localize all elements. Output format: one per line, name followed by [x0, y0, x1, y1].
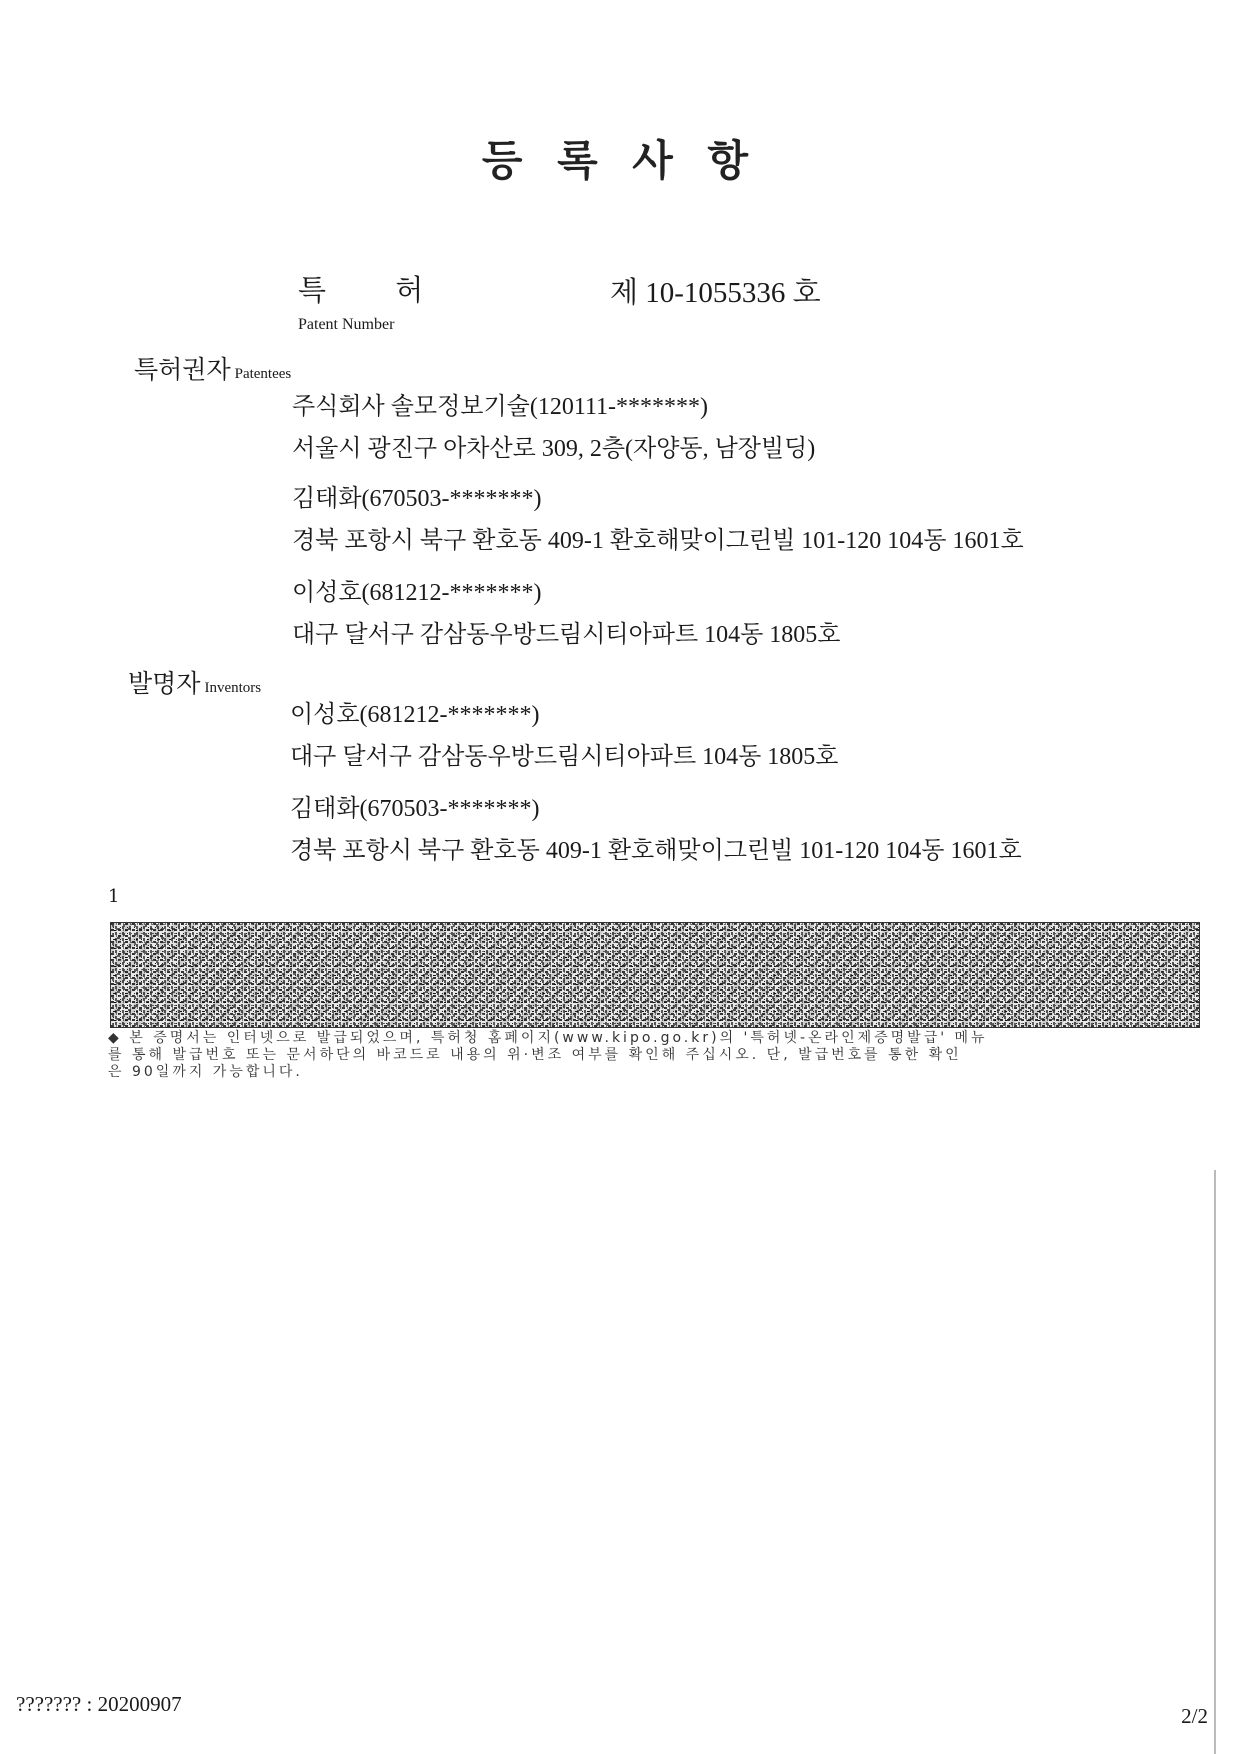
notice-line: 를 통해 발급번호 또는 문서하단의 바코드로 내용의 위·변조 여부를 확인해 주십시오. 단, 발급번호를 통한 확인	[108, 1047, 962, 1063]
patentees-heading-en: Patentees	[234, 366, 292, 382]
barcode-pattern	[111, 923, 1199, 1027]
notice-line: ◆ 본 증명서는 인터넷으로 발급되었으며, 특허청 홈페이지(www.kipo.go.kr)의 '특허넷-온라인제증명발급' 메뉴	[108, 1030, 988, 1046]
document-title: 등 록 사 항	[481, 136, 759, 185]
patent-label: 특 허	[298, 273, 424, 307]
issue-date: ??????? : 20200907	[16, 1692, 182, 1716]
patentees-heading-ko: 특허권자	[134, 355, 231, 384]
notice-line: 은 90일까지 가능합니다.	[108, 1064, 303, 1080]
inventor-address: 경북 포항시 북구 환호동 409-1 환호해맞이그린빌 101-120 104동 1601호	[290, 838, 1022, 864]
issuance-notice	[108, 1030, 1188, 1081]
patentees-heading	[134, 350, 291, 386]
patentee-address: 대구 달서구 감삼동우방드림시티아파트 104동 1805호	[292, 622, 841, 648]
inventors-heading-en: Inventors	[204, 680, 262, 696]
inventors-heading	[128, 664, 261, 700]
patentee-entry	[292, 386, 815, 470]
inventors-heading-ko: 발명자	[128, 669, 201, 698]
patentee-name: 주식회사 솔모정보기술(120111-*******)	[292, 394, 709, 420]
patentee-address: 서울시 광진구 아차산로 309, 2층(자양동, 남장빌딩)	[292, 436, 816, 462]
patentee-address: 경북 포항시 북구 환호동 409-1 환호해맞이그린빌 101-120 104동 1601호	[292, 528, 1024, 554]
page-mark: 1	[108, 886, 120, 907]
patentee-name: 김태화(670503-*******)	[292, 486, 542, 512]
verification-barcode	[110, 922, 1200, 1028]
patentee-entry	[292, 478, 1024, 562]
inventor-entry	[290, 788, 1022, 872]
page-number: 2/2	[1181, 1704, 1208, 1728]
inventor-entry	[290, 694, 839, 778]
patent-label-en: Patent Number	[298, 316, 395, 333]
patent-number: 제 10-1055336 호	[610, 277, 821, 309]
patentee-name: 이성호(681212-*******)	[292, 580, 542, 606]
inventor-address: 대구 달서구 감삼동우방드림시티아파트 104동 1805호	[290, 744, 839, 770]
inventor-name: 이성호(681212-*******)	[290, 702, 540, 728]
inventor-name: 김태화(670503-*******)	[290, 796, 540, 822]
patentee-entry	[292, 572, 841, 656]
scan-edge-line	[1214, 1170, 1216, 1754]
